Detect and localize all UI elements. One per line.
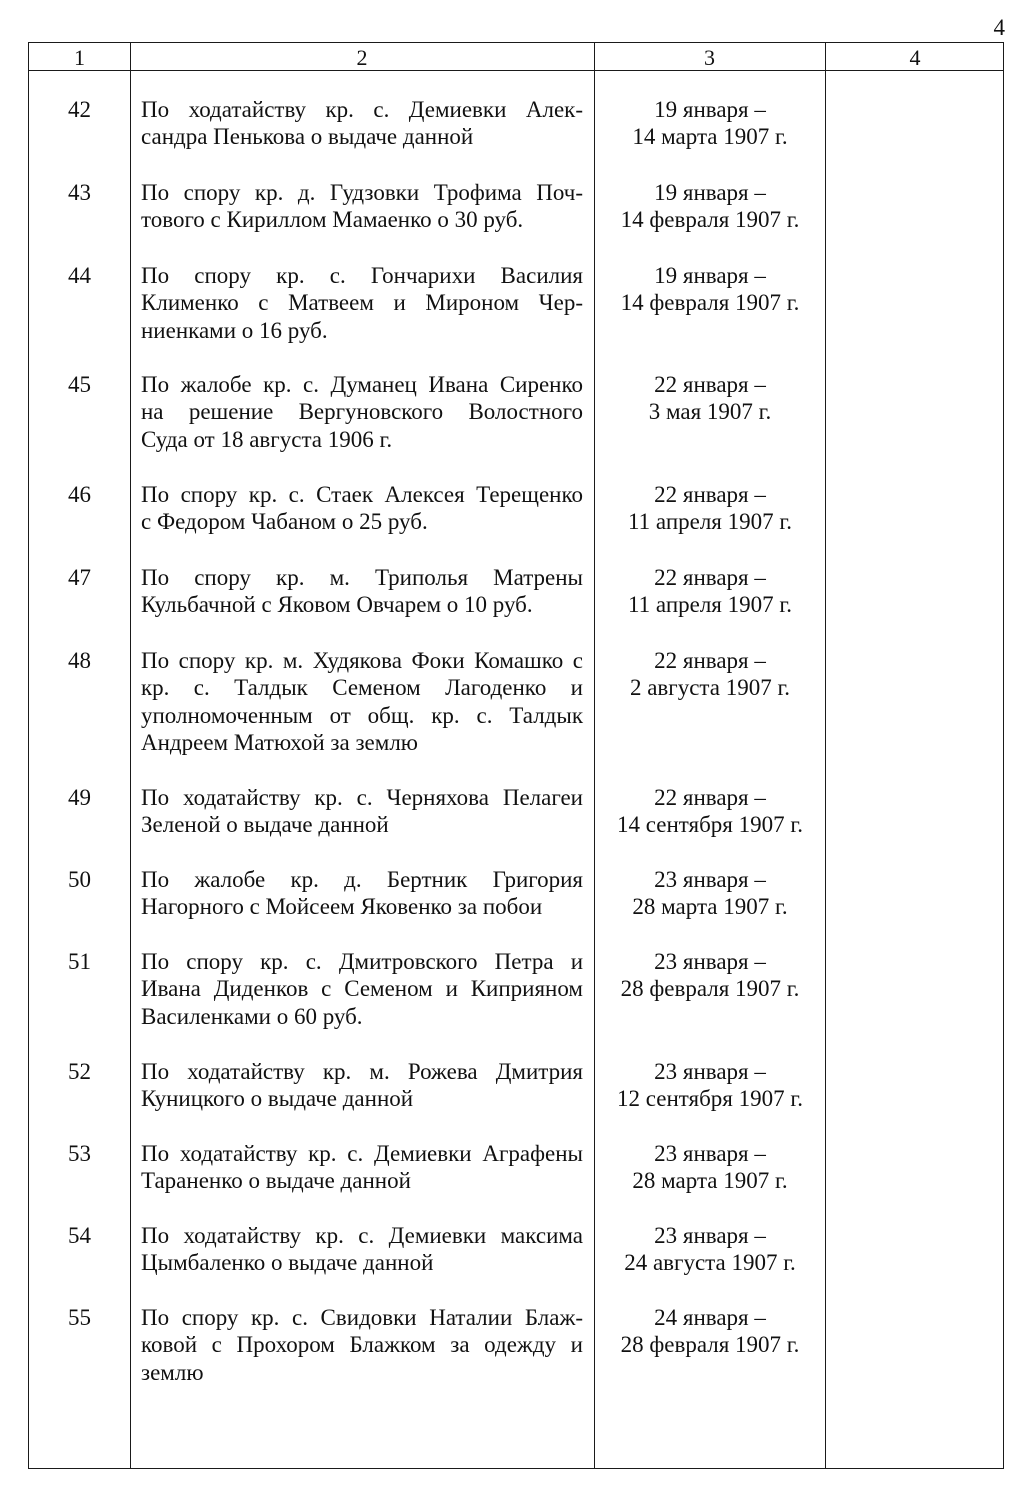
description-line: По ходатайству кр. м. Рожева Дмитрия — [141, 1059, 583, 1084]
row-description — [141, 647, 583, 757]
description-line: По ходатайству кр. с. Демиевки Алек- — [141, 97, 583, 122]
column-divider — [130, 43, 131, 1468]
column-divider — [825, 43, 826, 1468]
row-date-range — [596, 1222, 824, 1277]
row-date-range — [596, 784, 824, 839]
description-line: Куницкого о выдаче данной — [141, 1086, 414, 1112]
row-description — [141, 866, 583, 921]
row-number: 42 — [68, 97, 91, 122]
description-line: По спору кр. м. Триполья Матрены — [141, 565, 583, 590]
description-line: ковой с Прохором Блажком за одежду и — [141, 1332, 583, 1358]
row-number: 48 — [68, 648, 91, 673]
description-line: сандра Пенькова о выдаче данной — [141, 124, 474, 150]
row-number: 43 — [68, 180, 91, 205]
date-line: 3 мая 1907 г. — [648, 399, 772, 425]
row-number: 51 — [68, 949, 91, 974]
date-line: 19 января – — [654, 97, 766, 122]
row-description — [141, 179, 583, 234]
description-line: По спору кр. с. Стаек Алексея Терещенко — [141, 482, 583, 507]
row-date-range — [596, 647, 824, 702]
row-date-range — [596, 1140, 824, 1195]
date-line: 22 января – — [654, 482, 766, 507]
row-number: 44 — [68, 263, 91, 288]
column-divider — [594, 43, 595, 1468]
date-line: 22 января – — [654, 372, 766, 397]
description-line: Ивана Диденков с Семеном и Киприяном — [141, 976, 583, 1002]
row-description — [141, 1140, 583, 1195]
date-line: 14 февраля 1907 г. — [620, 207, 800, 233]
date-line: 14 февраля 1907 г. — [620, 290, 800, 316]
description-line: тового с Кириллом Мамаенко о 30 руб. — [141, 207, 524, 233]
row-description — [141, 1304, 583, 1386]
row-description — [141, 481, 583, 536]
page-number: 4 — [993, 15, 1005, 40]
date-line: 23 января – — [654, 949, 766, 974]
description-line: на решение Вергуновского Волостного — [141, 399, 583, 425]
row-number: 53 — [68, 1141, 91, 1166]
row-description — [141, 564, 583, 619]
date-line: 11 апреля 1907 г. — [628, 592, 792, 618]
register-table — [28, 42, 1004, 1469]
date-line: 19 января – — [654, 263, 766, 288]
column-header-1: 1 — [74, 45, 85, 70]
row-date-range — [596, 371, 824, 426]
description-line: Кульбачной с Яковом Овчарем о 10 руб. — [141, 592, 533, 618]
date-line: 28 февраля 1907 г. — [620, 1332, 800, 1358]
date-line: 11 апреля 1907 г. — [628, 509, 792, 535]
row-date-range — [596, 1304, 824, 1359]
row-description — [141, 784, 583, 839]
date-line: 19 января – — [654, 180, 766, 205]
date-line: 14 сентября 1907 г. — [617, 812, 803, 838]
date-line: 28 марта 1907 г. — [632, 1168, 788, 1194]
description-line: уполномоченным от общ. кр. с. Талдык — [141, 702, 583, 728]
row-date-range — [596, 1058, 824, 1113]
date-line: 12 сентября 1907 г. — [617, 1086, 803, 1112]
row-description — [141, 1222, 583, 1277]
row-description — [141, 371, 583, 453]
row-date-range — [596, 179, 824, 234]
date-line: 28 марта 1907 г. — [632, 894, 788, 920]
description-line: По спору кр. с. Дмитровского Петра и — [141, 949, 583, 974]
row-number: 49 — [68, 785, 91, 810]
row-date-range — [596, 564, 824, 619]
row-number: 47 — [68, 565, 91, 590]
column-header-2: 2 — [356, 45, 368, 70]
description-line: По ходатайству кр. с. Демиевки Аграфены — [141, 1141, 583, 1166]
date-line: 23 января – — [654, 1223, 766, 1248]
date-line: 2 августа 1907 г. — [629, 675, 791, 701]
description-line: Нагорного с Мойсеем Яковенко за побои — [141, 894, 543, 920]
description-line: Василенками о 60 руб. — [141, 1003, 363, 1029]
date-line: 22 января – — [654, 648, 766, 673]
row-date-range — [596, 948, 824, 1003]
date-line: 22 января – — [654, 565, 766, 590]
row-number: 55 — [68, 1305, 91, 1330]
date-line: 23 января – — [654, 1141, 766, 1166]
description-line: Тараненко о выдаче данной — [141, 1168, 411, 1194]
row-description — [141, 96, 583, 151]
column-header-4: 4 — [909, 45, 921, 70]
description-line: Андреем Матюхой за землю — [141, 730, 418, 756]
description-line: кр. с. Талдык Семеном Лагоденко и — [141, 675, 583, 701]
date-line: 23 января – — [654, 867, 766, 892]
description-line: Цымбаленко о выдаче данной — [141, 1250, 434, 1276]
description-line: Клименко с Матвеем и Мироном Чер- — [141, 290, 583, 316]
row-number: 50 — [68, 867, 91, 892]
row-date-range — [596, 866, 824, 921]
description-line: По жалобе кр. д. Бертник Григория — [141, 867, 583, 892]
description-line: ниенками о 16 руб. — [141, 317, 328, 343]
row-number: 52 — [68, 1059, 91, 1084]
date-line: 14 марта 1907 г. — [632, 124, 788, 150]
description-line: Зеленой о выдаче данной — [141, 812, 389, 838]
description-line: По жалобе кр. с. Думанец Ивана Сиренко — [141, 372, 583, 397]
description-line: Суда от 18 августа 1906 г. — [141, 426, 393, 452]
row-date-range — [596, 262, 824, 317]
description-line: По ходатайству кр. с. Черняхова Пелагеи — [141, 785, 583, 810]
date-line: 22 января – — [654, 785, 766, 810]
description-line: По ходатайству кр. с. Демиевки максима — [141, 1223, 583, 1248]
date-line: 24 августа 1907 г. — [624, 1250, 796, 1276]
row-description — [141, 262, 583, 344]
header-divider — [29, 70, 1003, 71]
row-number: 46 — [68, 482, 91, 507]
description-line: По спору кр. с. Гончарихи Василия — [141, 263, 583, 288]
date-line: 24 января – — [654, 1305, 766, 1330]
column-header-3: 3 — [704, 45, 715, 70]
date-line: 23 января – — [654, 1059, 766, 1084]
row-date-range — [596, 481, 824, 536]
description-line: По спору кр. с. Свидовки Наталии Блаж- — [141, 1305, 583, 1330]
row-description — [141, 1058, 583, 1113]
row-number: 54 — [68, 1223, 91, 1248]
description-line: По спору кр. д. Гудзовки Трофима Поч- — [141, 180, 583, 205]
row-description — [141, 948, 583, 1030]
row-number: 45 — [68, 372, 91, 397]
date-line: 28 февраля 1907 г. — [620, 976, 800, 1002]
row-date-range — [596, 96, 824, 151]
description-line: землю — [141, 1359, 204, 1385]
description-line: с Федором Чабаном о 25 руб. — [141, 509, 428, 535]
description-line: По спору кр. м. Худякова Фоки Комашко с — [141, 648, 583, 673]
